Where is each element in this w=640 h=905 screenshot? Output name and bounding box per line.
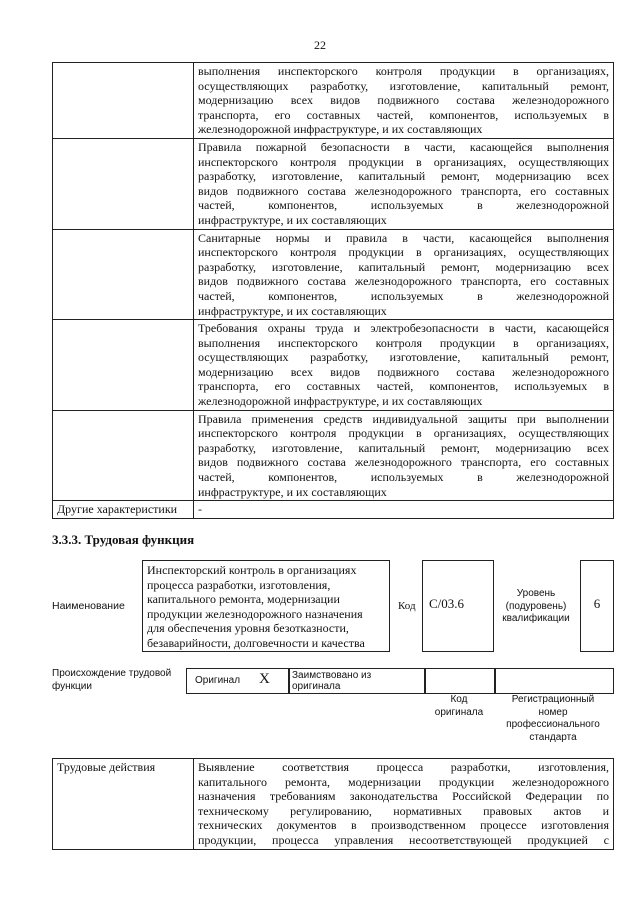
text-line: инспекторского контроля продукции в организациях, осуществляющих bbox=[198, 154, 609, 169]
reg-number-cell bbox=[494, 668, 614, 694]
text-line: техническому регулированию, нормативных правовых актов и bbox=[198, 803, 609, 818]
text-line: оригинала bbox=[292, 681, 341, 692]
text-line: процесса разработки, изготовления, bbox=[147, 577, 331, 592]
function-name-box bbox=[142, 560, 390, 652]
text-line: выполнения инспекторского контроля продукции в организациях, bbox=[198, 64, 609, 78]
text-line: частей, компонентов, используемых в железнодорожной bbox=[198, 470, 609, 485]
text-line: Выявление соответствия процесса разработки, изготовления, bbox=[198, 760, 609, 774]
text-line: безаварийности, долговечности и качества bbox=[147, 635, 365, 650]
text-line: видов подвижного состава железнодорожного транспорта, его составных bbox=[198, 183, 609, 198]
borrowed-label bbox=[289, 669, 425, 693]
text-line: технических документов в производственном процессе изготовления bbox=[198, 818, 609, 833]
section-title: 3.3.3. Трудовая функция bbox=[52, 532, 195, 547]
text-line: разработку, изготовление, капитальный ремонт, модернизацию всех bbox=[198, 169, 609, 184]
borrowed-cell bbox=[288, 668, 426, 694]
row-label: Другие характеристики bbox=[53, 501, 194, 519]
level-value: 6 bbox=[593, 596, 601, 611]
text-line: инспекторского контроля продукции в организациях, осуществляющих bbox=[198, 245, 609, 260]
original-mark: X bbox=[259, 671, 270, 687]
text-line: квалификации bbox=[502, 613, 570, 624]
function-name bbox=[143, 561, 389, 653]
text-line: Происхождение трудовой bbox=[52, 668, 172, 679]
text-line: Уровень bbox=[516, 588, 556, 599]
text-line: - bbox=[198, 502, 202, 517]
text-line: Санитарные нормы и правила в части, касающейся выполнения bbox=[198, 230, 609, 245]
text-line: капитального ремонта, модернизации продукции железнодорожного bbox=[198, 774, 609, 789]
text-line: видов подвижного состава железнодорожного транспорта, его составных bbox=[198, 455, 609, 470]
code-box bbox=[422, 560, 494, 652]
text-line: Требования охраны труда и электробезопасности в части, касающейся bbox=[198, 321, 609, 336]
level-label bbox=[494, 588, 578, 626]
row-label bbox=[53, 63, 194, 139]
row-label bbox=[53, 410, 194, 501]
page-number: 22 bbox=[314, 38, 326, 52]
text-line: (подуровень) bbox=[505, 600, 567, 612]
original-label: Оригинал bbox=[195, 675, 241, 686]
text-line: продукции железнодорожного назначения bbox=[147, 606, 363, 621]
text-line: транспорта, его составных частей, компонентов, используемых в bbox=[198, 107, 609, 122]
labor-actions-label: Трудовые действия bbox=[53, 759, 194, 850]
row-label bbox=[53, 138, 194, 229]
origin-code-cell bbox=[424, 668, 496, 694]
row-text bbox=[194, 63, 614, 139]
text-line: назначения требованиям законодательства Российской Федерации по bbox=[198, 789, 609, 804]
text-line: инспекторского контроля продукции в организациях, осуществляющих bbox=[198, 426, 609, 441]
text-line: Правила пожарной безопасности в части, касающейся выполнения bbox=[198, 139, 609, 154]
text-line: инфраструктуре, и их составляющих bbox=[198, 484, 387, 499]
text-line: Регистрационный bbox=[511, 694, 595, 705]
text-line: функции bbox=[52, 680, 92, 692]
text-line: номер bbox=[538, 706, 568, 718]
origin-code-caption bbox=[424, 694, 494, 719]
text-line: Код bbox=[450, 694, 468, 705]
text-line: железнодорожной инфраструктуре, и их составляющих bbox=[198, 122, 483, 137]
text-line: профессионального bbox=[506, 719, 600, 730]
table-row bbox=[53, 229, 614, 320]
text-line: Инспекторский контроль в организациях bbox=[147, 563, 357, 577]
row-text bbox=[194, 320, 614, 411]
text-line: для обеспечения уровня безотказности, bbox=[147, 621, 349, 636]
text-line: транспорта, его составных частей, компонентов, используемых в bbox=[198, 379, 609, 394]
text-line: оригинала bbox=[434, 706, 484, 718]
top-table bbox=[52, 62, 614, 519]
text-line: капитального ремонта, модернизации bbox=[147, 592, 340, 607]
text-line: осуществляющих разработку, изготовление, капитальный ремонт, bbox=[198, 78, 609, 93]
original-cell bbox=[186, 668, 290, 694]
table-row bbox=[53, 410, 614, 501]
text-line: стандарта bbox=[529, 731, 577, 743]
code-value: C/03.6 bbox=[429, 596, 465, 611]
text-line: продукции, процесса управления несоответствующей продукцией с bbox=[198, 832, 609, 847]
text-line: модернизацию всех видов подвижного состава железнодорожного bbox=[198, 93, 609, 108]
text-line: Заимствовано из bbox=[292, 670, 372, 681]
text-line: частей, компонентов, используемых в железнодорожной bbox=[198, 288, 609, 303]
table-row bbox=[53, 320, 614, 411]
labor-actions-text bbox=[194, 759, 614, 850]
table-row bbox=[53, 501, 614, 519]
row-text bbox=[194, 410, 614, 501]
text-line: инфраструктуре, и их составляющих bbox=[198, 303, 387, 318]
level-box bbox=[580, 560, 614, 652]
text-line: железнодорожной инфраструктуре, и их составляющих bbox=[198, 394, 483, 409]
row-text bbox=[194, 501, 614, 519]
text-line: разработку, изготовление, капитальный ремонт, модернизацию всех bbox=[198, 259, 609, 274]
table-row bbox=[53, 63, 614, 139]
text-line: инфраструктуре, и их составляющих bbox=[198, 212, 387, 227]
reg-number-caption bbox=[494, 694, 612, 744]
row-text bbox=[194, 138, 614, 229]
text-line: разработку, изготовление, капитальный ремонт, модернизацию всех bbox=[198, 440, 609, 455]
text-line: модернизацию всех видов подвижного состава железнодорожного bbox=[198, 364, 609, 379]
text-line: осуществляющих разработку, изготовление, капитальный ремонт, bbox=[198, 350, 609, 365]
name-label: Наименование bbox=[52, 600, 125, 612]
text-line: Правила применения средств индивидуальной защиты при выполнении bbox=[198, 411, 609, 426]
table-row bbox=[53, 759, 614, 850]
row-text bbox=[194, 229, 614, 320]
table-row bbox=[53, 138, 614, 229]
code-label: Код bbox=[398, 600, 416, 612]
text-line: выполнения инспекторского контроля продукции в организациях, bbox=[198, 335, 609, 350]
row-label bbox=[53, 229, 194, 320]
row-label bbox=[53, 320, 194, 411]
labor-actions-table bbox=[52, 758, 614, 850]
text-line: частей, компонентов, используемых в железнодорожной bbox=[198, 198, 609, 213]
text-line: видов подвижного состава железнодорожного транспорта, его составных bbox=[198, 274, 609, 289]
origin-label bbox=[52, 668, 171, 693]
